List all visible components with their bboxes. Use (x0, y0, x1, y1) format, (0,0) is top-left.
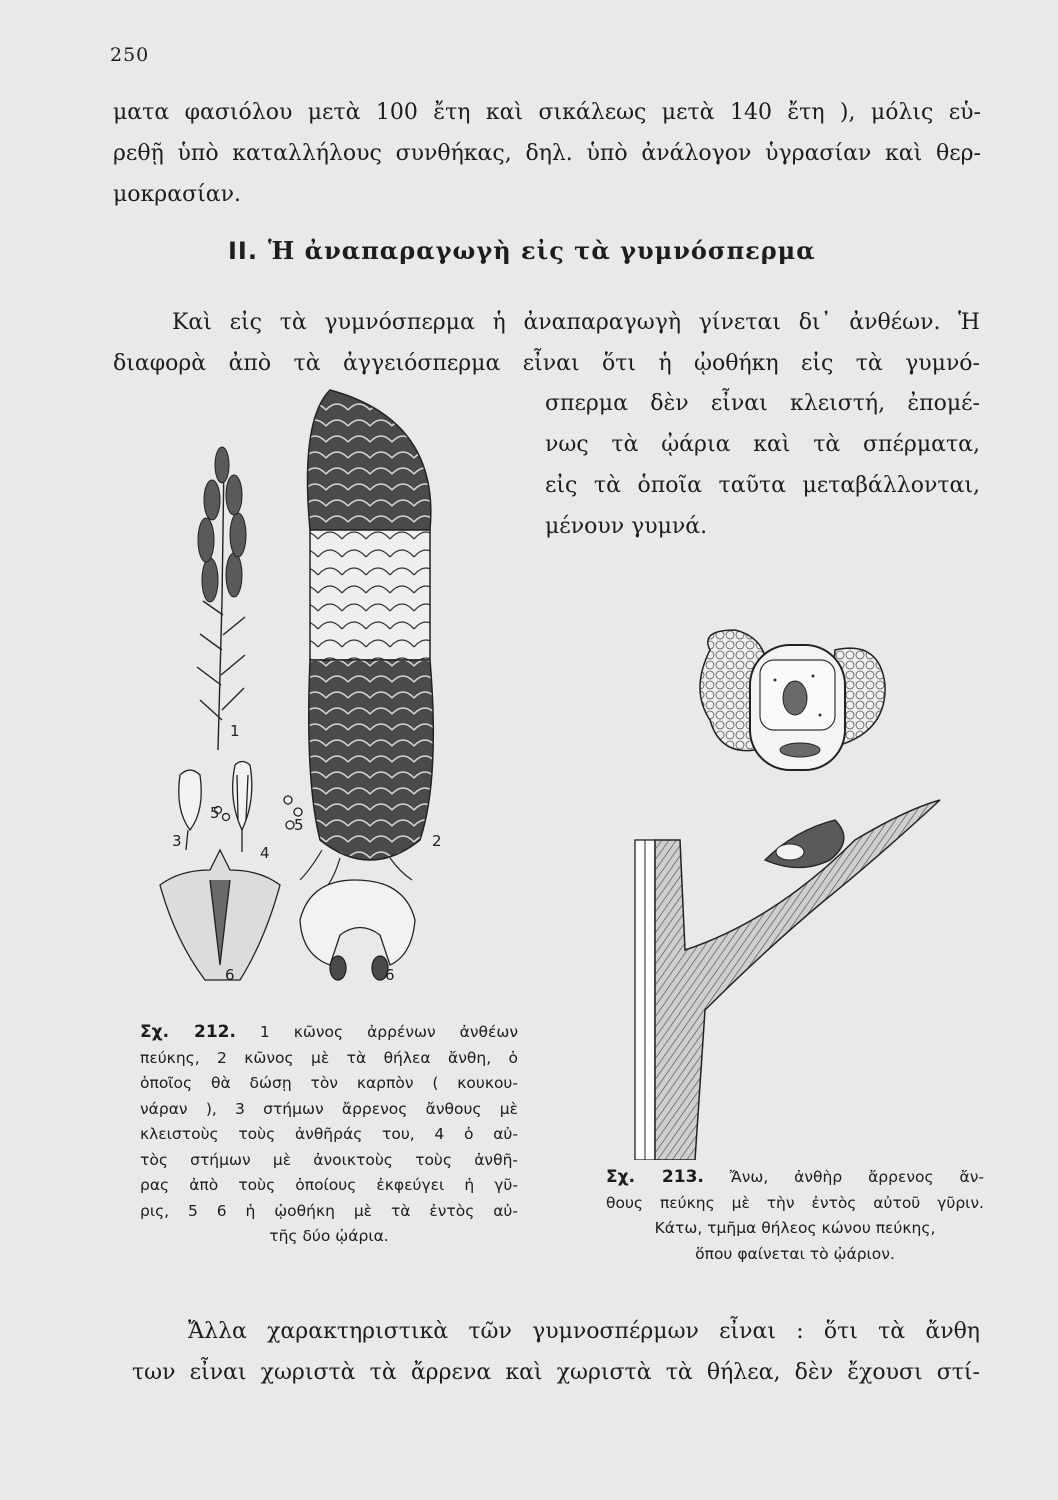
body-line-1: Καὶ εἰς τὰ γυμνόσπερμα ἡ ἀναπαραγωγὴ γίνεται δι᾽ ἀνθέων. Ἡ (172, 310, 980, 335)
figure-212-caption-line-7: ρας ἀπὸ τοὺς ὁποίους ἐκφεύγει ἡ γῦ- (140, 1176, 518, 1194)
intro-line-1: ματα φασιόλου μετὰ 100 ἔτη καὶ σικάλεως μετὰ 140 ἔτη ), μόλις εὑ- (113, 100, 981, 125)
figure-212-caption-line-2: πεύκης, 2 κῶνος μὲ τὰ θήλεα ἄνθη, ὁ (140, 1049, 518, 1067)
body-line-4: νως τὰ ᾠάρια καὶ τὰ σπέρματα, (545, 432, 980, 457)
figure-213-caption-line-1 (606, 1165, 984, 1191)
female-cone-section (635, 800, 940, 1160)
figure-212-label-4: 4 (260, 844, 270, 862)
figure-212-caption-line-5: κλειστοὺς τοὺς ἀνθῆράς του, 4 ὁ αὐ- (140, 1125, 518, 1143)
body-line-6: μένουν γυμνά. (545, 514, 708, 539)
figure-212-illustration (150, 380, 470, 1000)
male-cone-branch (197, 447, 246, 750)
figure-212-caption-line-8: ρις, 5 6 ἡ ᾠοθήκη μὲ τὰ ἐντὸς αὐ- (140, 1202, 518, 1220)
figure-212-label-3: 3 (172, 832, 182, 850)
section-number: II. (228, 237, 258, 265)
intro-line-3: μοκρασίαν. (113, 182, 241, 207)
figure-212-caption-text-1: 1 κῶνος ἀρρένων ἀνθέων (259, 1023, 518, 1041)
closing-line-1: Ἄλλα χαρακτηριστικὰ τῶν γυμνοσπέρμων εἶναι : ὅτι τὰ ἄνθη (188, 1319, 980, 1344)
figure-213-illustration (625, 620, 965, 1160)
figure-212-label-5b: 5 (294, 816, 304, 834)
female-cone (300, 390, 433, 885)
body-line-2: διαφορὰ ἀπὸ τὰ ἀγγειόσπερμα εἶναι ὅτι ἡ ᾠοθήκη εἰς τὰ γυμνό- (113, 351, 980, 376)
figure-213-caption-line-4: ὅπου φαίνεται τὸ ᾠάριον. (695, 1245, 895, 1263)
figure-212-label-5a: 5 (210, 804, 220, 822)
pollen-grain (700, 630, 885, 770)
figure-212-caption-line-1 (140, 1020, 518, 1046)
figure-212-caption-line-3: ὁποῖος θὰ δώσῃ τὸν καρπὸν ( κουκου- (140, 1074, 518, 1092)
figure-212-label-2: 2 (432, 832, 442, 850)
figure-212-label-6b: 6 (385, 966, 395, 984)
figure-213-caption-text-1: Ἄνω, ἀνθὴρ ἄρρενος ἄν- (729, 1168, 984, 1186)
figure-213-label: Σχ. 213. (606, 1167, 704, 1187)
figure-213-caption-line-2: θους πεύκης μὲ τὴν ἐντὸς αὐτοῦ γῦριν. (606, 1194, 984, 1212)
figure-212-label: Σχ. 212. (140, 1022, 236, 1042)
stamen-drawings (179, 762, 302, 853)
figure-212-label-6a: 6 (225, 966, 235, 984)
section-heading (228, 236, 816, 265)
figure-212-caption-line-9: τῆς δύο ᾠάρια. (269, 1227, 389, 1245)
page-number: 250 (110, 44, 150, 66)
body-line-3: σπερμα δὲν εἶναι κλειστή, ἐπομέ- (545, 391, 980, 416)
figure-212-caption-line-4: νάραν ), 3 στήμων ἄρρενος ἄνθους μὲ (140, 1100, 518, 1118)
figure-212-label-1: 1 (230, 722, 240, 740)
ovule-scale-drawings (160, 850, 415, 980)
figure-212-caption-line-6: τὸς στήμων μὲ ἀνοικτοὺς τοὺς ἀνθῆ- (140, 1151, 518, 1169)
intro-line-2: ρεθῇ ὑπὸ καταλλήλους συνθήκας, δηλ. ὑπὸ ἀνάλογον ὑγρασίαν καὶ θερ- (113, 141, 981, 166)
body-line-5: εἰς τὰ ὁποῖα ταῦτα μεταβάλλονται, (545, 473, 980, 498)
figure-213-caption-line-3: Κάτω, τμῆμα θήλεος κώνου πεύκης, (654, 1219, 936, 1237)
section-title: Ἡ ἀναπαραγωγὴ εἰς τὰ γυμνόσπερμα (267, 236, 816, 265)
closing-line-2: των εἶναι χωριστὰ τὰ ἄρρενα καὶ χωριστὰ τὰ θήλεα, δὲν ἔχουσι στί- (132, 1360, 980, 1385)
